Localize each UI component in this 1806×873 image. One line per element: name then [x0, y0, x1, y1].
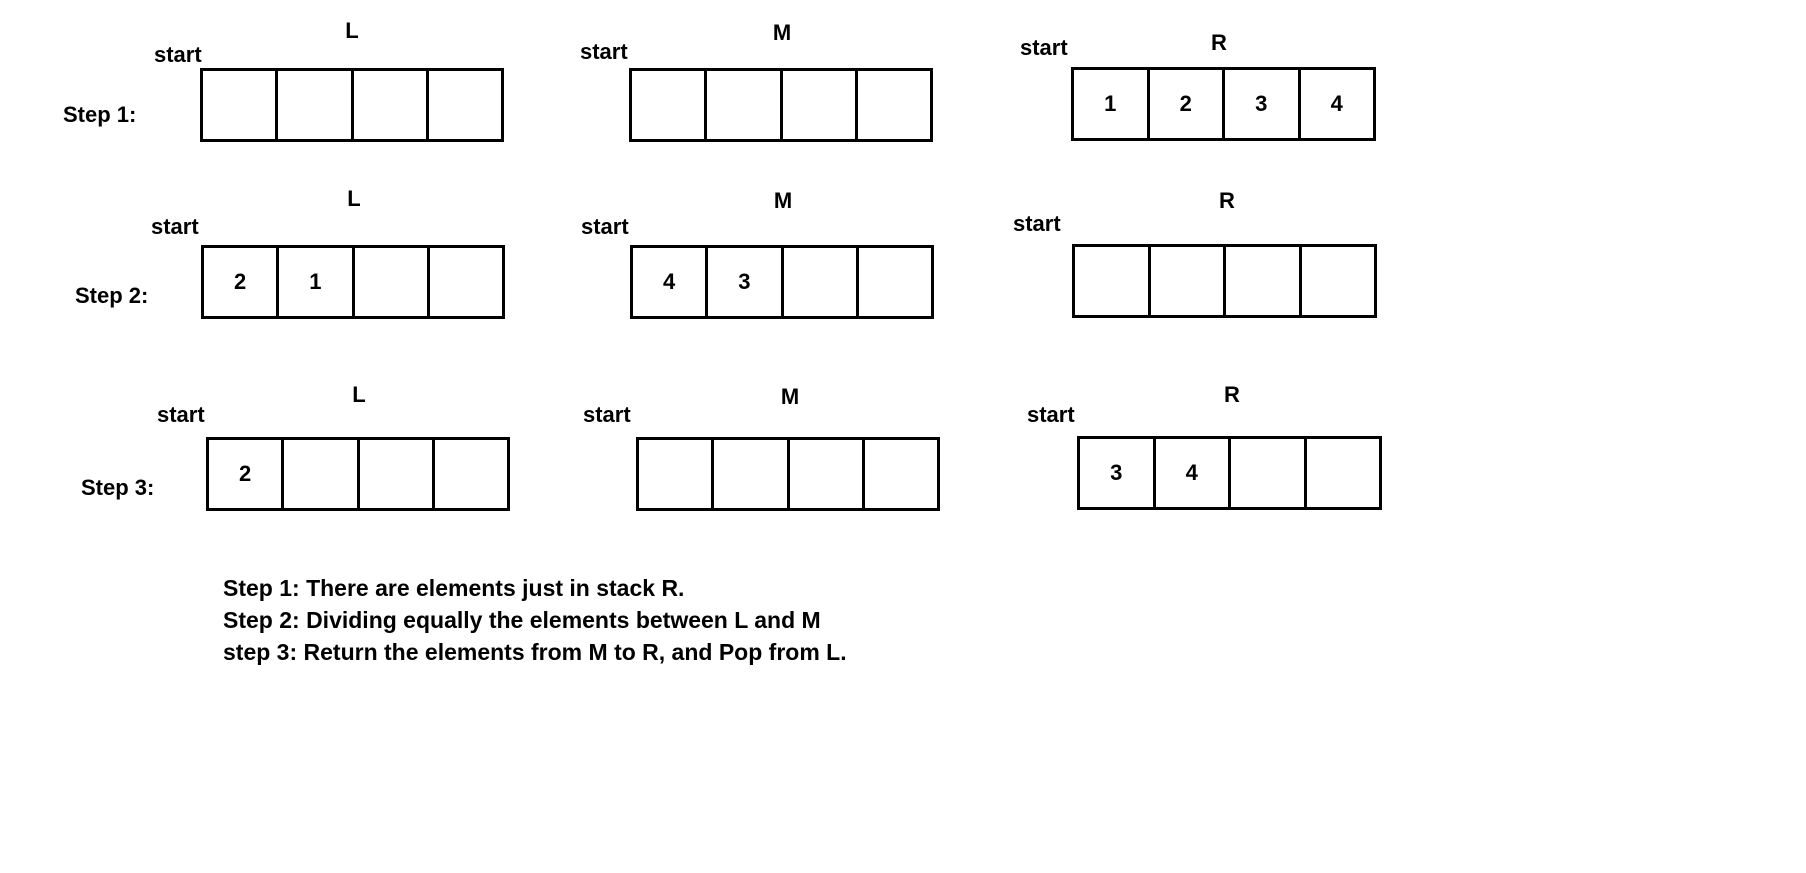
step-1-label: Step 1: — [63, 102, 137, 127]
step-2-stack-l-start: start — [151, 214, 199, 239]
step-1-stack-m-name: M — [772, 20, 792, 45]
step-2-stack-l-name: L — [347, 186, 361, 211]
step-3-stack-m-start: start — [583, 402, 631, 427]
step-3-stack-r-name: R — [1224, 382, 1240, 407]
step-2-stack-r-start: start — [1013, 211, 1061, 236]
caption-step-3: step 3: Return the elements from M to R, and Pop from L. — [223, 639, 847, 665]
step-2-stack-m-name: M — [773, 188, 793, 213]
stack-cell — [1075, 247, 1148, 315]
step-3-stack-m — [636, 437, 940, 511]
stack-cell — [856, 248, 931, 316]
step-1-stack-l-start: start — [154, 42, 202, 67]
stack-cell — [275, 71, 350, 139]
stack-cell — [203, 71, 275, 139]
step-2-stack-r-name: R — [1219, 188, 1235, 213]
stack-cell: 3 — [1222, 70, 1298, 138]
caption-step-1: Step 1: There are elements just in stack R. — [223, 575, 685, 601]
step-2-label: Step 2: — [75, 283, 149, 308]
stack-cell — [281, 440, 356, 508]
step-1-stack-l — [200, 68, 504, 142]
stack-cell — [1223, 247, 1299, 315]
step-1-stack-l-name: L — [345, 18, 359, 43]
stack-cell — [426, 71, 501, 139]
stack-cell — [862, 440, 937, 508]
stack-cell — [352, 248, 427, 316]
stack-cell: 4 — [1153, 439, 1229, 507]
stack-cell — [432, 440, 507, 508]
stack-cell: 4 — [1298, 70, 1374, 138]
stack-cell: 3 — [705, 248, 780, 316]
step-3-stack-m-name: M — [780, 384, 800, 409]
step-3-stack-r-start: start — [1027, 402, 1075, 427]
stack-cell — [632, 71, 704, 139]
step-1-stack-m — [629, 68, 933, 142]
step-2-stack-m-start: start — [581, 214, 629, 239]
stack-cell: 2 — [239, 461, 252, 486]
stack-cell — [787, 440, 862, 508]
stack-cell — [427, 248, 502, 316]
stack-cell: 2 — [234, 269, 247, 294]
step-3-stack-r — [1077, 436, 1382, 510]
stack-cell — [357, 440, 432, 508]
step-3-stack-l — [206, 437, 510, 511]
step-1-stack-m-start: start — [580, 39, 628, 64]
stack-cell — [1299, 247, 1375, 315]
stack-cell — [639, 440, 711, 508]
stack-cell — [351, 71, 426, 139]
stack-cell — [704, 71, 779, 139]
stack-cell — [1228, 439, 1304, 507]
step-1-stack-r — [1071, 67, 1376, 141]
stack-cell: 1 — [276, 248, 351, 316]
step-2-stack-r — [1072, 244, 1377, 318]
step-2-stack-l — [201, 245, 505, 319]
stack-cell: 2 — [1147, 70, 1223, 138]
stack-cell: 1 — [1104, 91, 1117, 116]
step-1-stack-r-start: start — [1020, 35, 1068, 60]
caption-step-2: Step 2: Dividing equally the elements between L and M — [223, 607, 821, 633]
step-3-label: Step 3: — [81, 475, 155, 500]
stack-cell: 3 — [1110, 460, 1123, 485]
stack-cell — [780, 71, 855, 139]
step-3-stack-l-start: start — [157, 402, 205, 427]
step-1-stack-r-name: R — [1211, 30, 1227, 55]
step-3-stack-l-name: L — [352, 382, 366, 407]
step-2-stack-m — [630, 245, 934, 319]
stack-cell — [1148, 247, 1224, 315]
stack-cell — [781, 248, 856, 316]
stack-cell: 4 — [663, 269, 676, 294]
stack-cell — [711, 440, 786, 508]
stack-cell — [1304, 439, 1380, 507]
stack-cell — [855, 71, 930, 139]
